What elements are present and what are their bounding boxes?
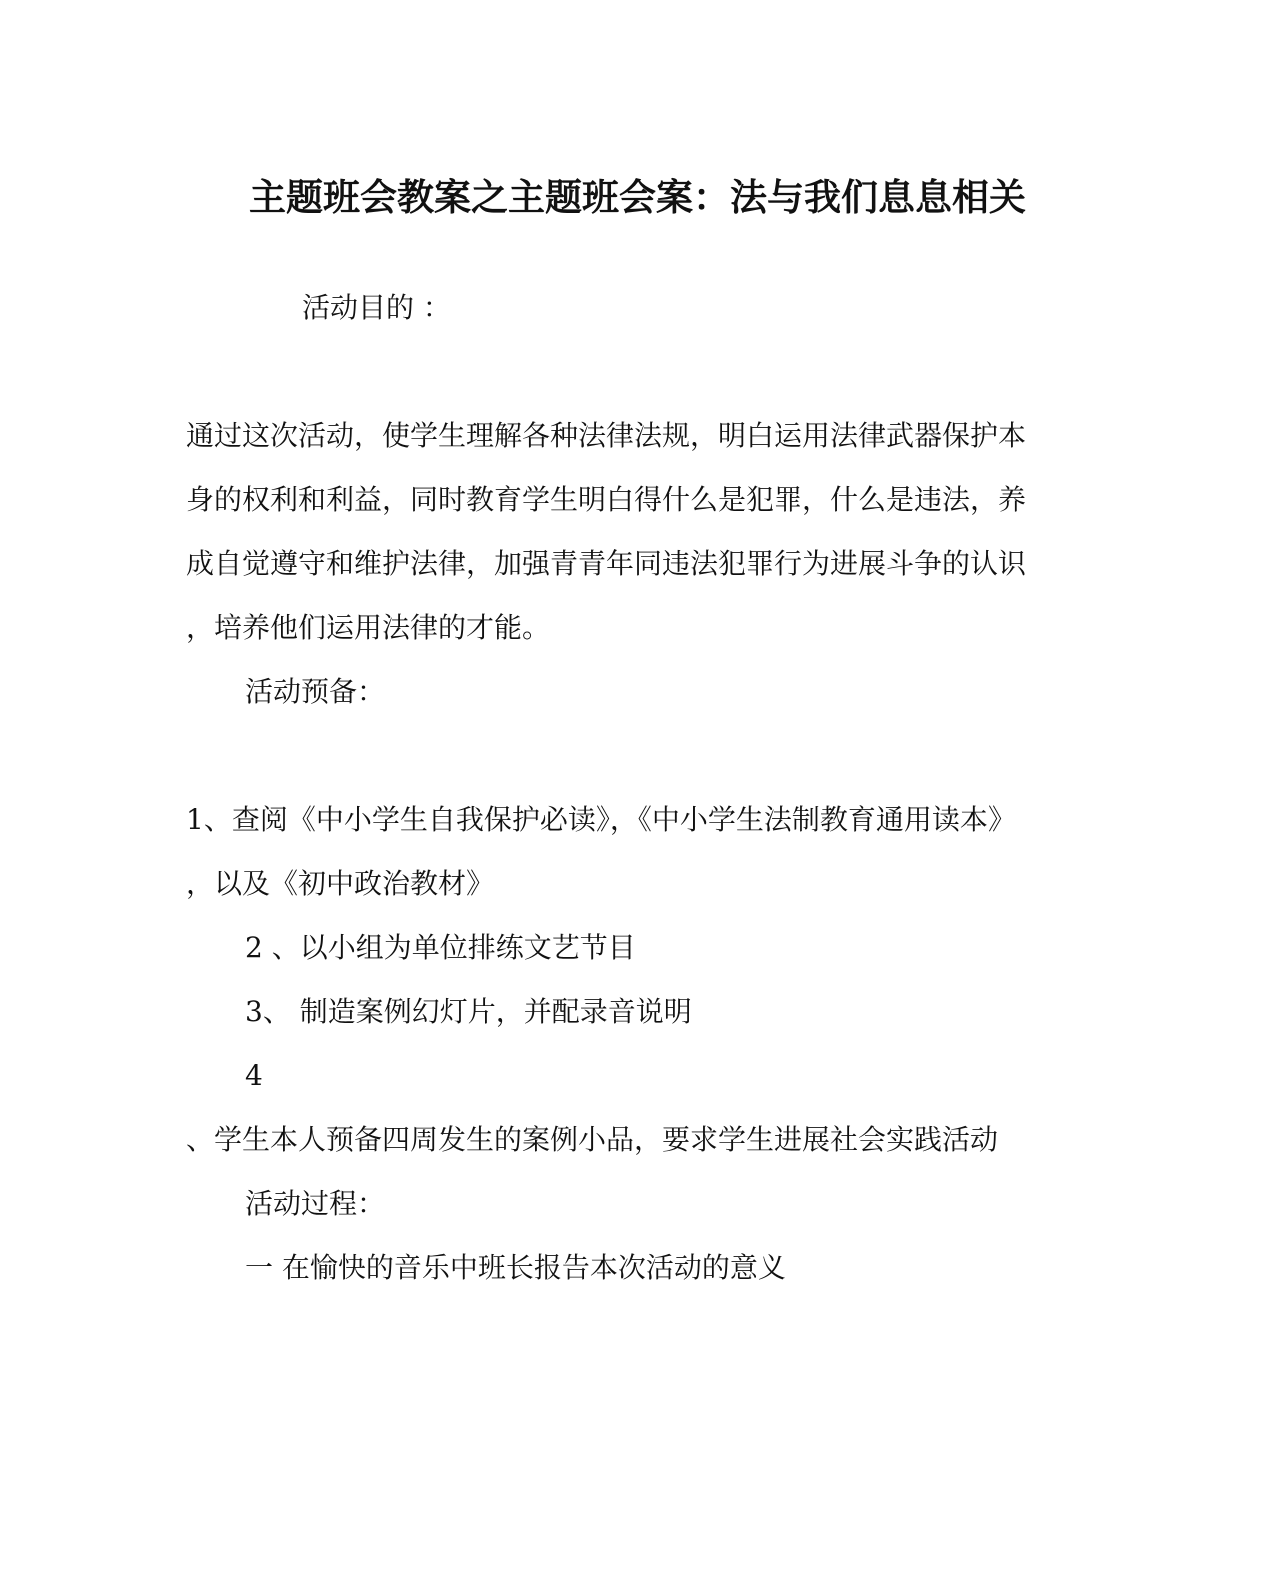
- process-line-1: 一 在愉快的音乐中班长报告本次活动的意义: [245, 1251, 786, 1284]
- document-title: 主题班会教案之主题班会案：法与我们息息相关: [249, 175, 1026, 219]
- preparation-line-6: 、学生本人预备四周发生的案例小品，要求学生进展社会实践活动: [186, 1123, 999, 1156]
- purpose-line-1: 通过这次活动，使学生理解各种法律法规，明白运用法律武器保护本: [186, 419, 1027, 452]
- heading-activity-process: 活动过程：: [245, 1187, 386, 1220]
- preparation-line-4: 3、 制造案例幻灯片，并配录音说明: [245, 995, 692, 1028]
- preparation-line-2: ，以及《初中政治教材》: [186, 867, 495, 900]
- heading-activity-purpose: 活动目的 ：: [302, 291, 451, 324]
- preparation-line-1: 1、查阅《中小学生自我保护必读》，《中小学生法制教育通用读本》: [186, 803, 1016, 836]
- purpose-line-2: 身的权利和利益，同时教育学生明白得什么是犯罪，什么是违法，养: [186, 483, 1027, 516]
- preparation-line-3: 2 、以小组为单位排练文艺节目: [245, 931, 636, 964]
- purpose-line-4: ，培养他们运用法律的才能。: [186, 611, 551, 644]
- preparation-line-5: 4: [245, 1059, 263, 1092]
- purpose-line-3: 成自觉遵守和维护法律，加强青青年同违法犯罪行为进展斗争的认识: [186, 547, 1027, 580]
- heading-activity-preparation: 活动预备：: [245, 675, 386, 708]
